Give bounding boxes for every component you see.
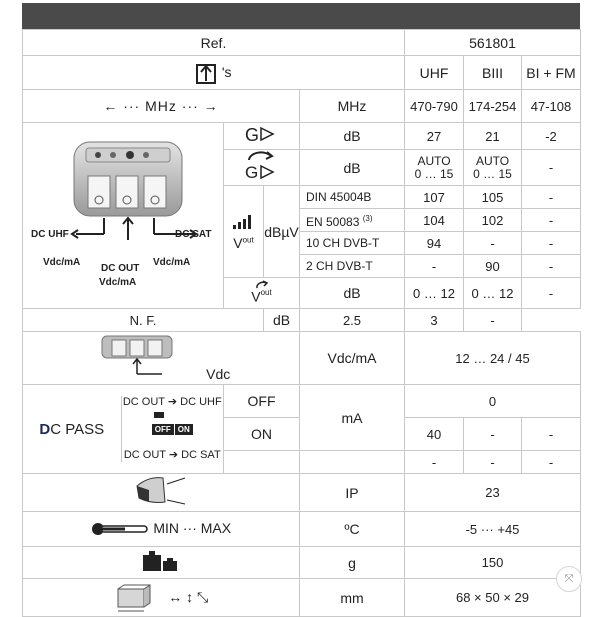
vout-adjust-bifm: - bbox=[522, 278, 581, 309]
vdc-label: Vdc bbox=[206, 366, 231, 382]
weight-icon-cell bbox=[23, 547, 300, 579]
thermometer-icon bbox=[91, 522, 149, 536]
vout-biii-4: 90 bbox=[464, 255, 522, 278]
svg-text:G: G bbox=[244, 163, 258, 180]
vout-label: V bbox=[233, 235, 243, 251]
dc-pass-sat-uhf: - bbox=[405, 451, 464, 474]
vdc-unit: Vdc/mA bbox=[300, 332, 405, 385]
ip-unit: IP bbox=[300, 474, 405, 512]
switch-on-label: ON bbox=[175, 424, 193, 435]
gain-adjust-biii: AUTO 0 … 15 bbox=[464, 150, 522, 186]
dc-uhf-label: DC UHF bbox=[31, 229, 69, 240]
temperature-value: -5 ··· +45 bbox=[405, 512, 581, 547]
model-icon-cell bbox=[23, 56, 405, 90]
vout-bifm-1: - bbox=[522, 186, 581, 209]
signal-level-icon bbox=[232, 212, 256, 230]
dc-pass-sat-biii: - bbox=[464, 451, 522, 474]
mhz-range-label: ← ··· MHz ··· → bbox=[23, 90, 300, 123]
dc-pass-on-label: ON bbox=[224, 418, 300, 451]
arrow-left-icon: ← bbox=[103, 98, 119, 114]
temperature-label-cell bbox=[23, 512, 300, 547]
vout-biii-1: 105 bbox=[464, 186, 522, 209]
noise-figure-row bbox=[23, 309, 581, 332]
temperature-unit: ºC bbox=[300, 512, 405, 547]
ip-protection-icon bbox=[129, 474, 193, 506]
dc-pass-route-sat: DC OUT ➔ DC SAT bbox=[123, 449, 221, 461]
switch-off-label: OFF bbox=[152, 424, 174, 435]
dimensions-value: 68 × 50 × 29 bbox=[405, 579, 581, 617]
dimensions-box-icon bbox=[114, 583, 156, 613]
nf-biii: 3 bbox=[405, 309, 464, 332]
svg-text:G: G bbox=[244, 124, 259, 144]
dimensions-unit: mm bbox=[300, 579, 405, 617]
gain-biii: 21 bbox=[464, 123, 522, 150]
dc-pass-on-bifm: - bbox=[522, 418, 581, 451]
vdc-icon-cell bbox=[23, 332, 300, 385]
gain-adjust-icon bbox=[245, 150, 279, 180]
vout-std-1: DIN 45004B bbox=[300, 186, 405, 209]
ref-value: 561801 bbox=[405, 30, 581, 56]
mhz-uhf: 470-790 bbox=[405, 90, 464, 123]
mhz-row bbox=[23, 90, 581, 123]
gain-adjust-icon-cell bbox=[224, 150, 300, 186]
vout-std-3: 10 CH DVB-T bbox=[300, 232, 405, 255]
dc-pass-route-cell bbox=[121, 396, 223, 462]
gain-bifm: -2 bbox=[522, 123, 581, 150]
gain-adjust-bifm: - bbox=[522, 150, 581, 186]
vout-std-2: EN 50083 $^{(3)}$ bbox=[300, 209, 405, 232]
vout-uhf-1: 107 bbox=[405, 186, 464, 209]
dc-pass-on-biii: - bbox=[464, 418, 522, 451]
dc-pass-on-uhf: 40 bbox=[405, 418, 464, 451]
vout-icon-cell bbox=[224, 186, 264, 278]
vdc-value: 12 … 24 / 45 bbox=[405, 332, 581, 385]
gain-adjust-uhf: AUTO 0 … 15 bbox=[405, 150, 464, 186]
dc-pass-unit: mA bbox=[300, 385, 405, 451]
col-bifm: BI + FM bbox=[522, 56, 581, 90]
dc-pass-label: DC PASS bbox=[39, 420, 105, 438]
vout-adjust-unit: dB bbox=[300, 278, 405, 309]
dc-sat-label: DC SAT bbox=[175, 229, 212, 240]
dc-switch bbox=[152, 412, 193, 437]
dc-pass-sat-spacer bbox=[224, 451, 300, 474]
col-biii: BIII bbox=[464, 56, 522, 90]
vout-unit: dBµV bbox=[264, 186, 300, 278]
weight-row bbox=[23, 547, 581, 579]
nf-unit: dB bbox=[264, 309, 300, 332]
vout-uhf-2: 104 bbox=[405, 209, 464, 232]
dc-out-label: DC OUT bbox=[101, 263, 140, 274]
band-header-row bbox=[23, 56, 581, 90]
expand-icon: ⤧ bbox=[564, 573, 574, 585]
vout-adjust-label: V bbox=[251, 288, 261, 305]
vout-uhf-3: 94 bbox=[405, 232, 464, 255]
gain-adjust-unit: dB bbox=[300, 150, 405, 186]
vout-label-sub: out bbox=[242, 235, 254, 245]
dimensions-symbols: ↔ ↕ ⤡ bbox=[168, 588, 209, 605]
power-input-icon bbox=[92, 334, 202, 382]
dc-pass-off-label: OFF bbox=[224, 385, 300, 418]
gain-uhf: 27 bbox=[405, 123, 464, 150]
arrow-right-icon: → bbox=[203, 98, 219, 114]
vout-adjust-icon-cell bbox=[224, 278, 300, 309]
dc-pass-route-uhf: DC OUT ➔ DC UHF bbox=[122, 396, 222, 408]
dc-pass-off-row bbox=[23, 385, 581, 418]
ip-row bbox=[23, 474, 581, 512]
vout-bifm-4: - bbox=[522, 255, 581, 278]
vout-bifm-2: - bbox=[522, 209, 581, 232]
gain-unit: dB bbox=[300, 123, 405, 150]
spec-table bbox=[22, 29, 581, 617]
vout-biii-3: - bbox=[464, 232, 522, 255]
nf-uhf: 2.5 bbox=[300, 309, 405, 332]
dimensions-row bbox=[23, 579, 581, 617]
mhz-bifm: 47-108 bbox=[522, 90, 581, 123]
vdc-ma-left-label: Vdc/mA bbox=[43, 257, 81, 268]
vdc-ma-center-label: Vdc/mA bbox=[99, 277, 137, 288]
mhz-unit: MHz bbox=[300, 90, 405, 123]
vout-std-4: 2 CH DVB-T bbox=[300, 255, 405, 278]
temperature-label: MIN ··· MAX bbox=[153, 520, 232, 536]
mhz-biii: 174-254 bbox=[464, 90, 522, 123]
header-bar bbox=[22, 3, 580, 29]
output-icon bbox=[195, 61, 217, 85]
vdc-ma-right-label: Vdc/mA bbox=[153, 257, 191, 268]
vout-adjust-label-sub: out bbox=[260, 287, 272, 297]
gain-row bbox=[23, 123, 581, 150]
weight-icon bbox=[141, 547, 181, 573]
gain-icon bbox=[245, 124, 279, 144]
vout-biii-2: 102 bbox=[464, 209, 522, 232]
device-illustration-cell bbox=[23, 123, 224, 309]
dimensions-icon-cell bbox=[23, 579, 300, 617]
dc-pass-sat-bifm: - bbox=[522, 451, 581, 474]
vout-adjust-biii: 0 … 12 bbox=[464, 278, 522, 309]
weight-value: 150 bbox=[405, 547, 581, 579]
spec-sheet bbox=[22, 29, 580, 606]
col-uhf: UHF bbox=[405, 56, 464, 90]
dc-pass-off-value: 0 bbox=[405, 385, 581, 418]
dc-pass-sat-unit-spacer bbox=[300, 451, 405, 474]
temperature-row bbox=[23, 512, 581, 547]
weight-unit: g bbox=[300, 547, 405, 579]
nf-label: N. F. bbox=[23, 309, 264, 332]
gain-icon-cell bbox=[224, 123, 300, 150]
ref-label: Ref. bbox=[23, 30, 405, 56]
nf-bifm: - bbox=[464, 309, 522, 332]
vout-uhf-4: - bbox=[405, 255, 464, 278]
icon-suffix: 's bbox=[221, 63, 232, 80]
ip-icon-cell bbox=[23, 474, 300, 512]
ip-value: 23 bbox=[405, 474, 581, 512]
ref-row bbox=[23, 30, 581, 56]
vout-bifm-3: - bbox=[522, 232, 581, 255]
switch-knob bbox=[154, 412, 164, 418]
vout-adjust-uhf: 0 … 12 bbox=[405, 278, 464, 309]
zoom-button[interactable] bbox=[556, 566, 582, 592]
dc-pass-cell bbox=[23, 385, 224, 474]
vdc-row bbox=[23, 332, 581, 385]
